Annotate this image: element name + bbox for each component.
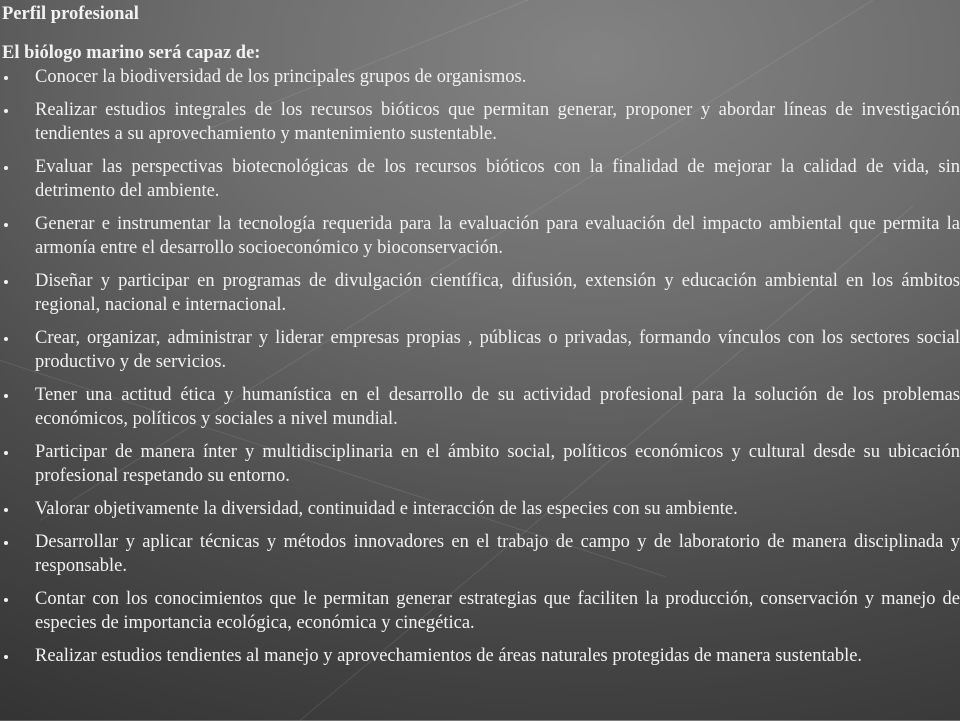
list-item-text: Contar con los conocimientos que le permitan generar estrategias que faciliten la producción, conservación y manejo de especies de importancia ecológica, económica y cinegética. xyxy=(35,589,960,633)
list-item xyxy=(0,155,960,203)
list-item-text: Realizar estudios integrales de los recursos bióticos que permitan generar, proponer y abordar líneas de investigación tendientes a su aprovechamiento y mantenimiento sustentable. xyxy=(35,100,960,144)
list-item xyxy=(0,212,960,260)
list-item-text: Valorar objetivamente la diversidad, continuidad e interacción de las especies con su ambiente. xyxy=(35,499,738,519)
list-item xyxy=(0,440,960,488)
bullet-icon xyxy=(4,394,8,398)
list-item xyxy=(0,269,960,317)
slide-subtitle: El biólogo marino será capaz de: xyxy=(2,43,261,63)
bullet-icon xyxy=(4,280,8,284)
list-item-text: Conocer la biodiversidad de los principales grupos de organismos. xyxy=(35,67,527,87)
list-item-text: Desarrollar y aplicar técnicas y métodos innovadores en el trabajo de campo y de laboratorio de manera disciplinada y responsable. xyxy=(35,532,960,576)
list-item-text: Realizar estudios tendientes al manejo y aprovechamientos de áreas naturales protegidas de manera sustentable. xyxy=(35,646,863,666)
list-item xyxy=(0,65,960,89)
bullet-icon xyxy=(4,655,8,659)
list-item-text: Diseñar y participar en programas de divulgación científica, difusión, extensión y educación ambiental en los ámbitos regional, nacional e internacional. xyxy=(35,271,960,315)
bullet-icon xyxy=(4,109,8,113)
slide-title: Perfil profesional xyxy=(2,4,139,24)
bullet-icon xyxy=(4,337,8,341)
list-item-text: Generar e instrumentar la tecnología requerida para la evaluación para evaluación del impacto ambiental que permita la armonía entre el desarrollo socioeconómico y bioconservación. xyxy=(35,214,960,258)
bullet-icon xyxy=(4,223,8,227)
bullet-icon xyxy=(4,598,8,602)
list-item-text: Evaluar las perspectivas biotecnológicas de los recursos bióticos con la finalidad de mejorar la calidad de vida, sin detrimento del ambiente. xyxy=(35,157,960,201)
list-item xyxy=(0,644,960,668)
list-item xyxy=(0,530,960,578)
list-item xyxy=(0,326,960,374)
bullet-icon xyxy=(4,508,8,512)
list-item-text: Crear, organizar, administrar y liderar empresas propias , públicas o privadas, formando vínculos con los sectores social productivo y de servicios. xyxy=(35,328,960,372)
slide-content xyxy=(0,2,960,668)
bullet-icon xyxy=(4,541,8,545)
list-item xyxy=(0,497,960,521)
bullet-icon xyxy=(4,166,8,170)
list-item xyxy=(0,383,960,431)
competency-list xyxy=(0,65,960,668)
bullet-icon xyxy=(4,451,8,455)
list-item-text: Participar de manera ínter y multidisciplinaria en el ámbito social, políticos económicos y cultural desde su ubicación profesional respetando su entorno. xyxy=(35,442,960,486)
list-item xyxy=(0,98,960,146)
list-item xyxy=(0,587,960,635)
bullet-icon xyxy=(4,76,8,80)
list-item-text: Tener una actitud ética y humanística en el desarrollo de su actividad profesional para la solución de los problemas económicos, políticos y sociales a nivel mundial. xyxy=(35,385,960,429)
